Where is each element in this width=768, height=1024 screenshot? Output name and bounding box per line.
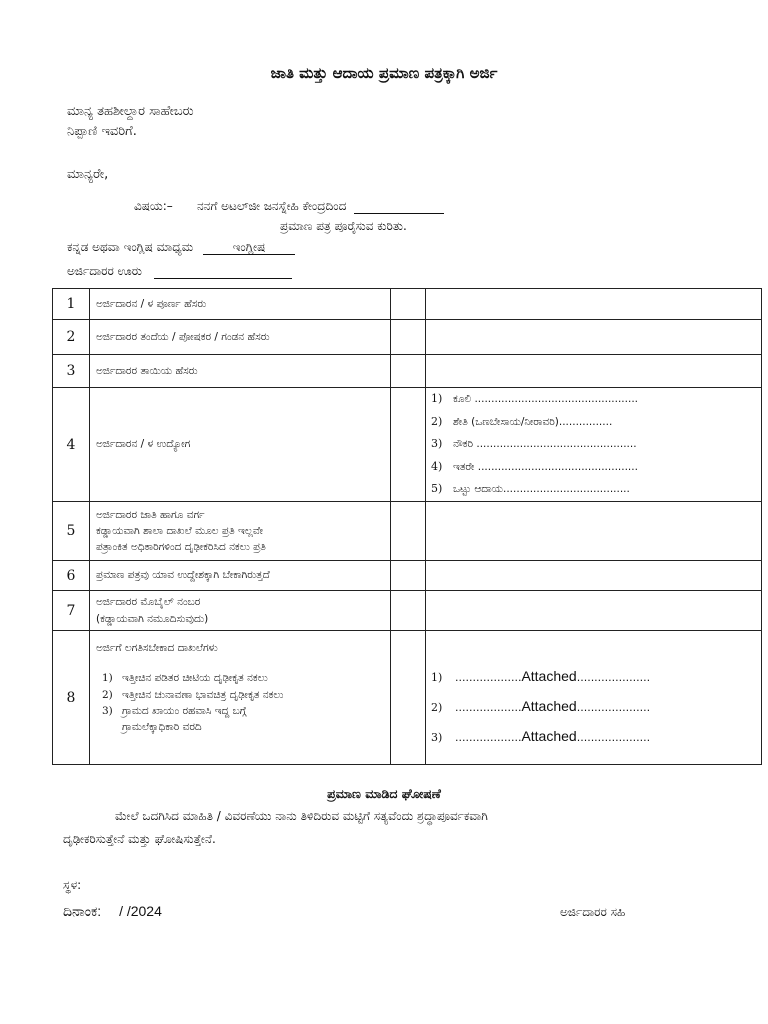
occupation-option[interactable] xyxy=(426,456,761,479)
village-blank[interactable] xyxy=(154,264,292,279)
table-row xyxy=(53,502,762,561)
date-value[interactable]: / /2024 xyxy=(119,903,162,919)
occupation-options xyxy=(426,388,762,502)
date-row xyxy=(63,903,162,920)
document-item xyxy=(96,670,390,686)
option-number: 5) xyxy=(431,482,443,496)
attachment-dots: ..................... xyxy=(576,700,651,714)
medium-label: ಕನ್ನಡ ಅಥವಾ ಇಂಗ್ಲಿಷ ಮಾಧ್ಯಮ xyxy=(67,240,194,254)
option-text: ಶೇತಿ (ಒಣಬೇಸಾಯ/ನೀರಾವರಿ)................ xyxy=(453,415,613,428)
table-row xyxy=(53,320,762,355)
row-label: ಅರ್ಜಿದಾರನ / ಳ ಪೂರ್ಣ ಹೆಸರು xyxy=(90,289,391,320)
row-blank-cell[interactable] xyxy=(391,355,426,388)
addressee-line-2: ನಿಪ್ಪಾಣಿ ಇವರಿಗೆ. xyxy=(67,124,137,139)
declaration-line-1: ಮೇಲೆ ಒದಗಿಸಿದ ಮಾಹಿತಿ / ವಿವರಣೆಯು ನಾನು ತಿಳಿದಿರುವ ಮಟ್ಟಿಗೆ ಸತ್ಯವೆಂದು ಶ್ರದ್ಧಾಪೂರ್ವಕವಾಗಿ xyxy=(115,809,488,823)
row-label: ಅರ್ಜಿದಾರರ ತಂದೆಯ / ಪೋಷಕರ / ಗಂಡನ ಹೆಸರು xyxy=(90,320,391,355)
attachment-line[interactable] xyxy=(426,722,761,752)
row-number: 7 xyxy=(53,591,90,631)
attachment-dots: ................... xyxy=(455,670,522,684)
attachment-status: Attached xyxy=(521,727,577,744)
row-label-line: (ಕಡ್ಡಾಯವಾಗಿ ನಮೂದಿಸುವುದು) xyxy=(96,612,209,625)
table-row xyxy=(53,289,762,320)
attachment-line[interactable] xyxy=(426,662,761,692)
document-number: 2) xyxy=(102,688,113,701)
row-blank-cell[interactable] xyxy=(391,388,426,502)
occupation-option[interactable] xyxy=(426,478,761,501)
declaration-title: ಪ್ರಮಾಣ ಮಾಡಿದ ಘೋಷಣೆ xyxy=(327,786,441,801)
row-value-cell[interactable] xyxy=(426,289,762,320)
option-number: 3) xyxy=(431,437,443,451)
medium-row xyxy=(67,240,295,255)
row-label-line: ಅರ್ಜಿದಾರರ ಜಾತಿ ಹಾಗೂ ವರ್ಗ xyxy=(96,508,205,521)
row-number: 1 xyxy=(53,289,90,320)
row-value-cell[interactable] xyxy=(426,591,762,631)
row-label-line: ಅರ್ಜಿದಾರರ ಮೊಬೈಲ್ ನಂಬರ xyxy=(96,596,201,609)
subject-line-1 xyxy=(197,199,444,214)
salutation: ಮಾನ್ಯರೇ, xyxy=(67,167,109,182)
row-value-cell[interactable] xyxy=(426,502,762,561)
signature-label: ಅರ್ಜಿದಾರರ ಸಹಿ xyxy=(560,905,626,919)
table-row xyxy=(53,631,762,765)
option-number: 2) xyxy=(431,414,443,428)
occupation-option[interactable] xyxy=(426,411,761,434)
table-row xyxy=(53,355,762,388)
row-number: 6 xyxy=(53,561,90,591)
row-label-line: ಕಡ್ಡಾಯವಾಗಿ ಶಾಲಾ ದಾಖಲೆ ಮೂಲ ಪ್ರತಿ ಇಲ್ಲವೇ xyxy=(96,524,264,537)
attachment-line[interactable] xyxy=(426,692,761,722)
addressee-line-1: ಮಾನ್ಯ ತಹಶೀಲ್ದಾರ ಸಾಹೇಬರು xyxy=(67,104,194,119)
row-blank-cell[interactable] xyxy=(391,289,426,320)
row-number: 8 xyxy=(53,631,90,765)
row-blank-cell[interactable] xyxy=(391,631,426,765)
row-number: 2 xyxy=(53,320,90,355)
form-title: ಜಾತಿ ಮತ್ತು ಆದಾಯ ಪ್ರಮಾಣ ಪತ್ರಕ್ಕಾಗಿ ಅರ್ಜಿ xyxy=(270,64,498,82)
date-label: ದಿನಾಂಕ: xyxy=(63,903,102,919)
row-value-cell[interactable] xyxy=(426,561,762,591)
subject-label: ವಿಷಯ:– xyxy=(134,199,173,213)
document-text-line: ಗ್ರಾಮಲೆಕ್ಕಾಧಿಕಾರಿ ವರದಿ xyxy=(122,721,202,734)
row-number: 3 xyxy=(53,355,90,388)
row-label: ಪ್ರಮಾಣ ಪತ್ರವು ಯಾವ ಉದ್ದೇಶಕ್ಕಾಗಿ ಬೇಕಾಗಿರುತ್ತದೆ xyxy=(90,561,391,591)
occupation-option[interactable] xyxy=(426,433,761,456)
attachment-number: 3) xyxy=(431,730,443,744)
row-value-cell[interactable] xyxy=(426,355,762,388)
document-text-line: ಗ್ರಾಮದ ಖಾಯಂ ರಹವಾಸಿ ಇದ್ದ ಬಗ್ಗೆ xyxy=(122,704,247,717)
row-value-cell[interactable] xyxy=(426,320,762,355)
occupation-option[interactable] xyxy=(426,388,761,411)
attachment-status: Attached xyxy=(521,667,577,684)
attachment-number: 1) xyxy=(431,670,443,684)
option-text: ಕೂಲಿ ................................................. xyxy=(453,393,638,406)
row-label: ಅರ್ಜಿದಾರರ ತಾಯಿಯ ಹೆಸರು xyxy=(90,355,391,388)
option-number: 1) xyxy=(431,392,443,406)
option-text: ಒಟ್ಟು ಆದಾಯ...................................... xyxy=(453,483,630,496)
document-number: 1) xyxy=(102,672,113,685)
declaration-line-2: ದೃಢೀಕರಿಸುತ್ತೇನೆ ಮತ್ತು ಘೋಷಿಸುತ್ತೇನೆ. xyxy=(63,832,216,846)
document-number: 3) xyxy=(102,704,113,717)
row-label xyxy=(90,502,391,561)
place-label: ಸ್ಥಳ: xyxy=(63,878,82,892)
attachment-number: 2) xyxy=(431,700,443,714)
documents-heading: ಅರ್ಜಿಗೆ ಲಗತಿಸಬೇಕಾದ ದಾಖಲೆಗಳು xyxy=(96,642,218,654)
row-label xyxy=(90,631,391,765)
attachment-dots: ................... xyxy=(455,700,522,714)
row-label xyxy=(90,591,391,631)
attachment-dots: ................... xyxy=(455,730,522,744)
application-table xyxy=(52,288,762,765)
document-item xyxy=(96,703,390,736)
document-text xyxy=(122,703,246,736)
row-label-line: ಪತ್ರಾಂಕಿತ ಅಧಿಕಾರಿಗಳಿಂದ ದೃಢೀಕರಿಸಿದ ನಕಲು ಪ್ರತಿ xyxy=(96,541,266,554)
table-row xyxy=(53,591,762,631)
document-text: ಇತ್ತೀಚಿನ ಚುನಾವಣಾ ಭಾವಚಿತ್ರ ದೃಢೀಕೃತ ನಕಲು xyxy=(122,688,284,701)
table-row xyxy=(53,561,762,591)
attachment-status: Attached xyxy=(521,697,577,714)
table-row xyxy=(53,388,762,502)
medium-value[interactable]: ಇಂಗ್ಲೀಷ xyxy=(203,240,295,255)
row-number: 5 xyxy=(53,502,90,561)
row-blank-cell[interactable] xyxy=(391,561,426,591)
documents-list xyxy=(96,670,390,735)
row-blank-cell[interactable] xyxy=(391,591,426,631)
option-text: ಇತರೇ ................................................ xyxy=(453,460,638,473)
subject-blank[interactable] xyxy=(354,199,444,214)
attachments-cell xyxy=(426,631,762,765)
attachment-dots: ..................... xyxy=(576,670,651,684)
subject-line-2: ಪ್ರಮಾಣ ಪತ್ರ ಪೂರೈಸುವ ಕುರಿತು. xyxy=(280,219,407,233)
option-text: ನೌಕರಿ ................................................ xyxy=(453,438,637,451)
option-number: 4) xyxy=(431,459,443,473)
row-blank-cell[interactable] xyxy=(391,320,426,355)
row-number: 4 xyxy=(53,388,90,502)
village-row xyxy=(67,264,292,279)
row-label: ಅರ್ಜಿದಾರನ / ಳ ಉದ್ಯೋಗ xyxy=(90,388,391,502)
document-text: ಇತ್ತೀಚಿನ ಪಡಿತರ ಚೀಟಿಯ ದೃಢೀಕೃತ ನಕಲು xyxy=(122,672,268,685)
attachment-dots: ..................... xyxy=(576,730,651,744)
row-blank-cell[interactable] xyxy=(391,502,426,561)
subject-text-1: ನನಗೆ ಅಟಲ್‌ಜೀ ಜನಸ್ನೇಹಿ ಕೇಂದ್ರದಿಂದ xyxy=(197,199,347,213)
village-label: ಅರ್ಜಿದಾರರ ಊರು xyxy=(67,264,142,278)
document-item xyxy=(96,687,390,703)
